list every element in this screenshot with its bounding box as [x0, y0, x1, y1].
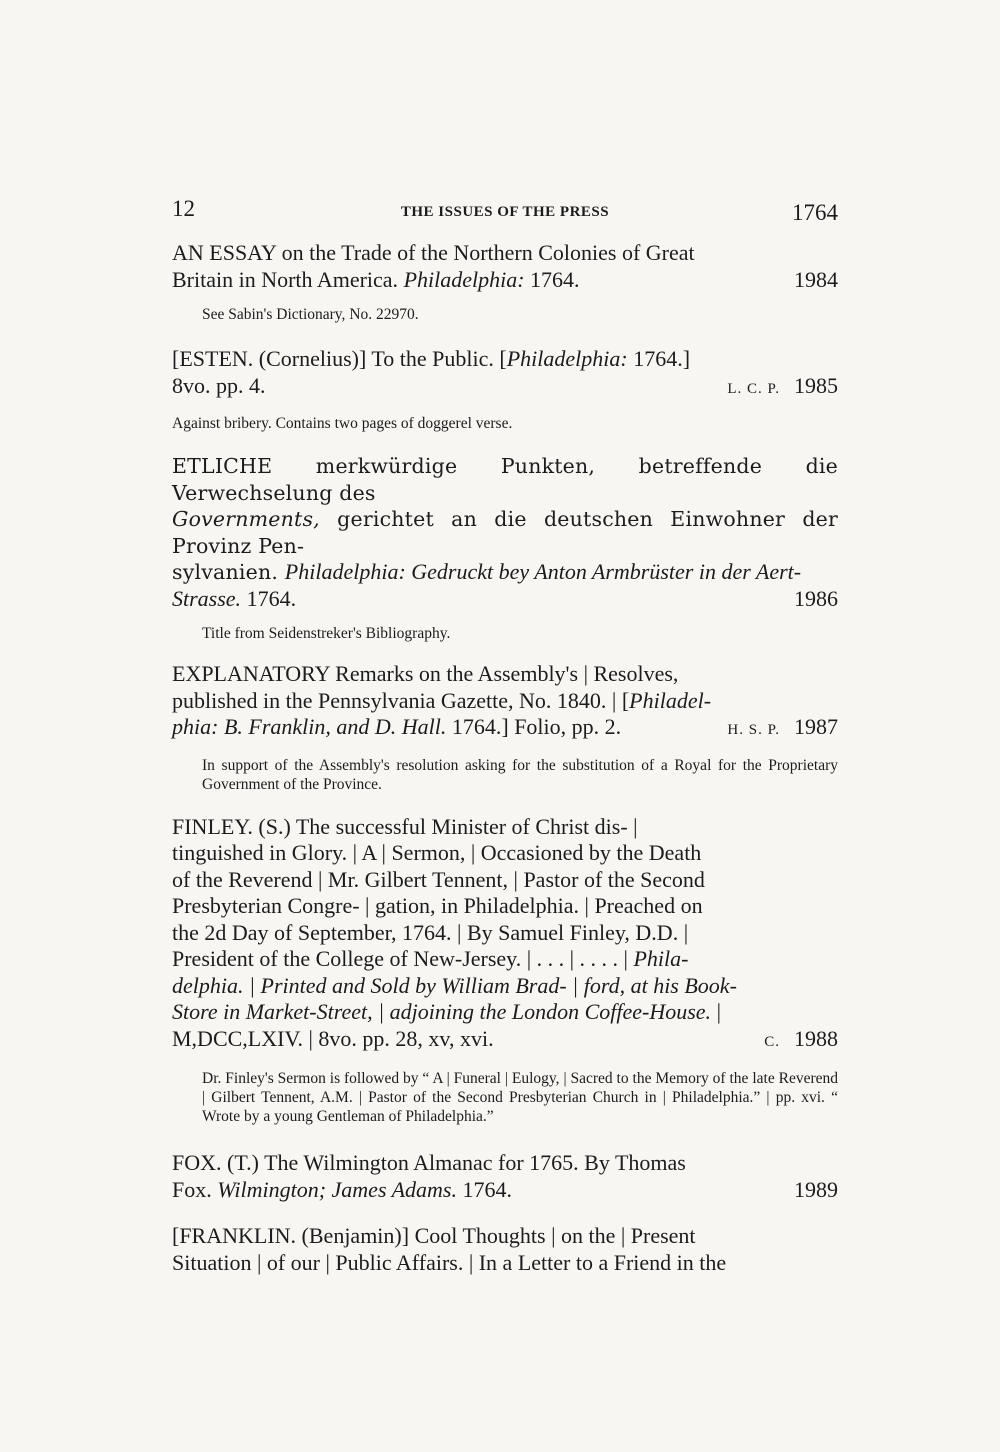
library-location: L. C. P.	[727, 380, 780, 397]
entry-line	[172, 688, 838, 715]
entry-imprint: Store in Market-Street, | adjoining the London Coffee-House.	[172, 999, 712, 1024]
entry-title	[172, 1223, 838, 1276]
entry-number: 1986	[794, 585, 838, 611]
entry-line: of the Reverend | Mr. Gilbert Tennent, | Pastor of the Second	[172, 866, 705, 892]
entry-text: 1764.]	[627, 346, 691, 371]
entry-1989	[172, 1150, 838, 1203]
entry-imprint: Strasse.	[172, 585, 242, 611]
entry-imprint: Philadelphia:	[403, 266, 525, 292]
running-title: THE ISSUES OF THE PRESS	[400, 204, 610, 220]
entry-text: 1764.	[457, 1176, 512, 1202]
entry-collation: M,DCC,LXIV. | 8vo. pp. 28, xv, xvi.	[172, 1025, 494, 1051]
entry-text: [ESTEN. (Cornelius)] To the Public. [	[172, 346, 507, 371]
entry-line-with-number	[172, 1026, 838, 1056]
entry-text: sylvanien.	[172, 560, 285, 584]
entry-text: 1764.	[524, 266, 580, 292]
entry-text: 1764.	[241, 585, 297, 611]
entry-note: Dr. Finley's Sermon is followed by “ A | Funeral | Eulogy, | Sacred to the Memory of the late Reverend | Gilbert Tennent, A.M. | Pastor of the Second Presbyterian Church in | Philadelphia.” | pp. xvi. “ Wrote by a young Gentleman of Philadelphia.”	[202, 1070, 838, 1125]
entry-line-with-number	[172, 586, 838, 613]
entry-line	[172, 559, 838, 586]
entry-title	[172, 240, 838, 293]
entry-line: Situation | of our | Public Affairs. | In a Letter to a Friend in the	[172, 1249, 727, 1275]
entry-number: 1988	[794, 1025, 838, 1051]
entry-imprint: phia: B. Franklin, and D. Hall.	[172, 714, 447, 739]
entry-note: In support of the Assembly's resolution asking for the substitution of a Royal for the Proprietary Government of the Province.	[202, 756, 838, 793]
entry-text: |	[711, 999, 721, 1024]
entry-imprint: Governments,	[172, 507, 320, 531]
entry-line: FOX. (T.) The Wilmington Almanac for 1765. By Thomas	[172, 1150, 686, 1175]
entry-title	[172, 661, 838, 744]
entry-number: 1984	[794, 266, 838, 292]
entry-title	[172, 346, 838, 402]
entry-line	[172, 714, 621, 741]
entry-text: Britain in North America.	[172, 266, 404, 292]
entry-location-number	[727, 714, 838, 744]
entry-line: [FRANKLIN. (Benjamin)] Cool Thoughts | on the | Present	[172, 1223, 696, 1248]
entry-imprint: Wilmington; James Adams.	[217, 1176, 457, 1202]
entry-imprint: delphia. | Printed and Sold by William Brad- | ford, at his Book-	[172, 972, 737, 998]
entry-line	[172, 346, 838, 373]
entry-line-with-number	[172, 714, 838, 744]
entry-line: EXPLANATORY Remarks on the Assembly's | Resolves,	[172, 661, 679, 686]
library-location: H. S. P.	[727, 722, 780, 738]
header-year: 1764	[792, 200, 838, 225]
entry-text: published in the Pennsylvania Gazette, No. 1840. | [	[172, 687, 630, 713]
entry-line	[172, 999, 838, 1026]
entry-1987	[172, 661, 838, 794]
entry-line-with-number	[172, 373, 838, 403]
entry-1986	[172, 453, 838, 643]
entry-line: the 2d Day of September, 1764. | By Samuel Finley, D.D. |	[172, 919, 689, 945]
entry-line: FINLEY. (S.) The successful Minister of Christ dis- |	[172, 813, 638, 839]
entry-line	[172, 946, 838, 973]
entry-location-number	[764, 1026, 838, 1056]
entry-line: Presbyterian Congre- | gation, in Philadelphia. | Preached on	[172, 893, 703, 918]
entry-line: AN ESSAY on the Trade of the Northern Colonies of Great	[172, 240, 695, 265]
entry-number: 1985	[794, 372, 838, 398]
entry-note: See Sabin's Dictionary, No. 22970.	[202, 306, 419, 323]
entry-1988	[172, 814, 838, 1127]
entry-line	[172, 506, 838, 559]
entry-number: 1989	[794, 1176, 838, 1202]
entry-1984	[172, 240, 838, 324]
page-number: 12	[172, 196, 195, 221]
entry-imprint: Philadelphia: Gedruckt bey Anton Armbrüster in der Aert-	[284, 559, 802, 584]
entry-line: ETLICHE merkwürdige Punkten, betreffende die Verwechselung des	[172, 454, 838, 505]
entry-imprint: Philadel-	[629, 687, 712, 713]
entry-title	[172, 453, 838, 612]
entry-line	[172, 973, 838, 1000]
entry-text: Fox.	[172, 1176, 218, 1202]
entry-line-with-number	[172, 267, 838, 294]
entry-location-number	[727, 373, 838, 403]
entry-title	[172, 1150, 838, 1203]
entry-text: President of the College of New-Jersey. | . . . | . . . . |	[172, 946, 634, 971]
entry-line: tinguished in Glory. | A | Sermon, | Occasioned by the Death	[172, 840, 702, 865]
entry-imprint: Philadelphia:	[506, 346, 628, 371]
entry-note: Title from Seidenstreker's Bibliography.	[202, 625, 451, 642]
entries-list	[172, 240, 838, 1276]
entry-text: gerichtet an die deutschen Einwohner der Provinz Pen-	[172, 507, 838, 558]
entry-number: 1987	[794, 714, 838, 739]
entry-text: 1764.] Folio, pp. 2.	[446, 714, 622, 739]
entry-title	[172, 814, 838, 1056]
entry-line	[172, 267, 580, 294]
entry-imprint: Phila-	[633, 946, 689, 971]
page-header	[172, 196, 838, 236]
entry-1985	[172, 346, 838, 433]
entry-note: Against bribery. Contains two pages of doggerel verse.	[172, 415, 513, 432]
entry-franklin	[172, 1223, 838, 1276]
library-location: C.	[764, 1033, 780, 1050]
entry-line	[172, 586, 296, 613]
entry-collation: 8vo. pp. 4.	[172, 372, 266, 398]
entry-line-with-number	[172, 1177, 838, 1204]
entry-line	[172, 1177, 512, 1204]
